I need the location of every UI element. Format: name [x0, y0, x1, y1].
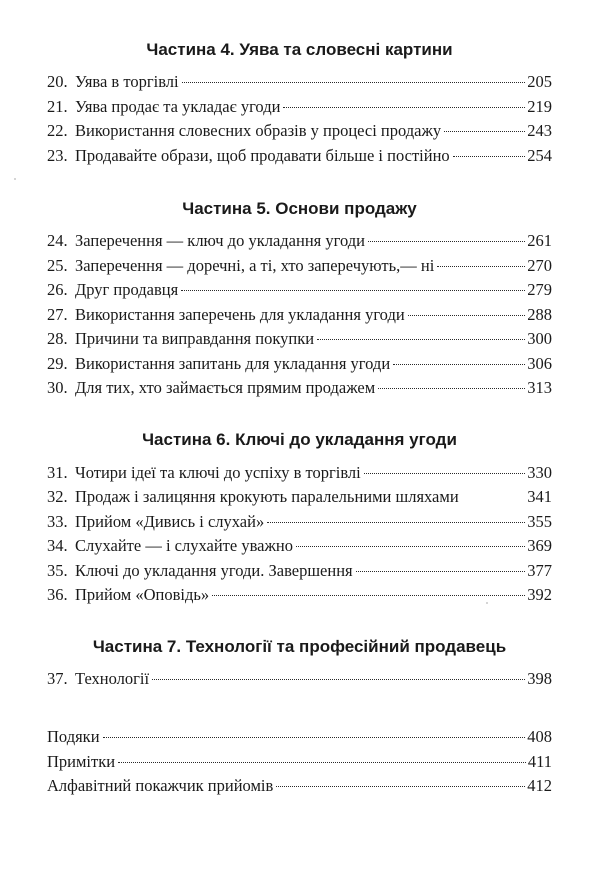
toc-entry-24: [47, 229, 552, 254]
dot-leader: [408, 315, 526, 316]
entry-page: 392: [527, 585, 552, 604]
dot-leader: [356, 571, 526, 572]
dot-leader: [444, 131, 525, 132]
entry-title: Примітки: [47, 751, 116, 771]
dot-leader: [283, 107, 525, 108]
entry-number: 21.: [47, 96, 68, 116]
entry-number: 30.: [47, 378, 68, 397]
part-5-entries: [47, 229, 552, 401]
toc-entry-23: [47, 144, 552, 169]
entry-page: 300: [527, 329, 552, 348]
toc-entry-21: [47, 95, 552, 120]
entry-title: Друг продавця: [75, 280, 179, 299]
dot-leader: [152, 679, 525, 680]
entry-title: Для тих, хто займається прямим продажем: [75, 378, 376, 397]
toc-entry-25: [47, 254, 552, 279]
entry-page: 261: [527, 231, 552, 250]
part-5-heading: Частина 5. Основи продажу: [182, 199, 417, 218]
entry-number: 29.: [47, 353, 68, 373]
entry-page: 341: [527, 487, 552, 506]
toc-entry-30: [47, 376, 552, 401]
entry-number: 31.: [47, 462, 68, 482]
entry-page: 279: [527, 280, 552, 299]
toc-entry-36: [47, 583, 552, 608]
part-6-heading: Частина 6. Ключі до укладання угоди: [142, 429, 457, 449]
entry-page: 330: [527, 462, 552, 482]
dot-leader: [181, 290, 525, 291]
entry-number: 35.: [47, 560, 68, 580]
entry-page: 254: [527, 145, 552, 165]
entry-title: Слухайте — і слухайте уважно: [75, 536, 293, 555]
entry-number: 27.: [47, 304, 68, 324]
entry-number: 37.: [47, 668, 68, 688]
dot-leader: [276, 786, 525, 787]
dot-leader: [368, 241, 525, 242]
table-of-contents: [47, 40, 552, 799]
entry-number: 33.: [47, 511, 68, 531]
entry-number: 22.: [47, 121, 68, 140]
dot-leader: [378, 388, 525, 389]
entry-title: Алфавітний покажчик прийомів: [47, 776, 274, 795]
toc-entry-31: [47, 461, 552, 486]
entry-number: 23.: [47, 145, 68, 165]
entry-number: 26.: [47, 280, 68, 299]
entry-title: Прийом «Оповідь»: [75, 585, 210, 604]
entry-page: 205: [527, 72, 552, 91]
entry-title: Заперечення — доречні, а ті, хто заперечують,— ні: [75, 255, 435, 275]
dot-leader: [453, 156, 526, 157]
entry-number: 34.: [47, 536, 68, 555]
entry-title: Уява продає та укладає угоди: [75, 96, 281, 116]
entry-title: Причини та виправдання покупки: [75, 329, 315, 348]
entry-page: 369: [527, 536, 552, 555]
entry-number: 20.: [47, 72, 68, 91]
entry-page: 377: [527, 560, 552, 580]
toc-entry-22: [47, 119, 552, 144]
entry-number: 36.: [47, 585, 68, 604]
entry-page: 412: [527, 776, 552, 795]
part-7-heading: Частина 7. Технології та професійний продавець: [92, 636, 507, 656]
dot-leader: [437, 266, 525, 267]
toc-entry-34: [47, 534, 552, 559]
entry-page: 313: [527, 378, 552, 397]
entry-number: 28.: [47, 329, 68, 348]
part-4-entries: [47, 70, 552, 168]
entry-page: 355: [527, 511, 552, 531]
toc-entry-32: [47, 485, 552, 510]
toc-entry-35: [47, 559, 552, 584]
toc-entry-acknowledgements: [47, 725, 552, 750]
entry-page: 306: [527, 353, 552, 373]
entry-number: 25.: [47, 255, 68, 275]
dot-leader: [182, 82, 526, 83]
back-matter-entries: [47, 725, 552, 799]
toc-entry-33: [47, 510, 552, 535]
entry-title: Подяки: [47, 727, 100, 746]
entry-title: Технології: [75, 668, 150, 688]
dot-leader: [212, 595, 525, 596]
entry-page: 270: [527, 255, 552, 275]
toc-entry-37: [47, 667, 552, 692]
entry-title: Використання заперечень для укладання угоди: [75, 304, 405, 324]
toc-entry-28: [47, 327, 552, 352]
entry-number: 32.: [47, 487, 68, 506]
dot-leader: [267, 522, 525, 523]
toc-entry-29: [47, 352, 552, 377]
part-6-entries: [47, 461, 552, 608]
dot-leader: [296, 546, 525, 547]
toc-entry-notes: [47, 750, 552, 775]
toc-entry-20: [47, 70, 552, 95]
entry-page: 288: [527, 304, 552, 324]
entry-title: Чотири ідеї та ключі до успіху в торгівлі: [75, 462, 361, 482]
entry-title: Продавайте образи, щоб продавати більше і постійно: [75, 145, 450, 165]
entry-title: Використання словесних образів у процесі продажу: [75, 121, 442, 140]
dot-leader: [364, 473, 526, 474]
entry-page: 411: [527, 751, 552, 771]
scan-speck: [14, 178, 16, 180]
dot-leader: [103, 737, 526, 738]
toc-entry-index: [47, 774, 552, 799]
part-7-entries: [47, 667, 552, 692]
entry-page: 408: [527, 727, 552, 746]
dot-leader: [317, 339, 525, 340]
entry-title: Ключі до укладання угоди. Завершення: [75, 560, 353, 580]
entry-page: 219: [527, 96, 552, 116]
part-4-heading: Частина 4. Уява та словесні картини: [146, 40, 453, 59]
toc-entry-26: [47, 278, 552, 303]
dot-leader: [118, 762, 526, 763]
entry-title: Заперечення — ключ до укладання угоди: [75, 231, 365, 250]
toc-entry-27: [47, 303, 552, 328]
entry-title: Продаж і залицяння крокують паралельними шляхами: [75, 487, 459, 506]
entry-number: 24.: [47, 231, 68, 250]
dot-leader: [393, 364, 525, 365]
entry-page: 243: [527, 121, 552, 140]
entry-title: Використання запитань для укладання угоди: [75, 353, 391, 373]
entry-title: Уява в торгівлі: [75, 72, 179, 91]
entry-title: Прийом «Дивись і слухай»: [75, 511, 265, 531]
scan-speck: [486, 602, 488, 604]
entry-page: 398: [527, 668, 552, 688]
